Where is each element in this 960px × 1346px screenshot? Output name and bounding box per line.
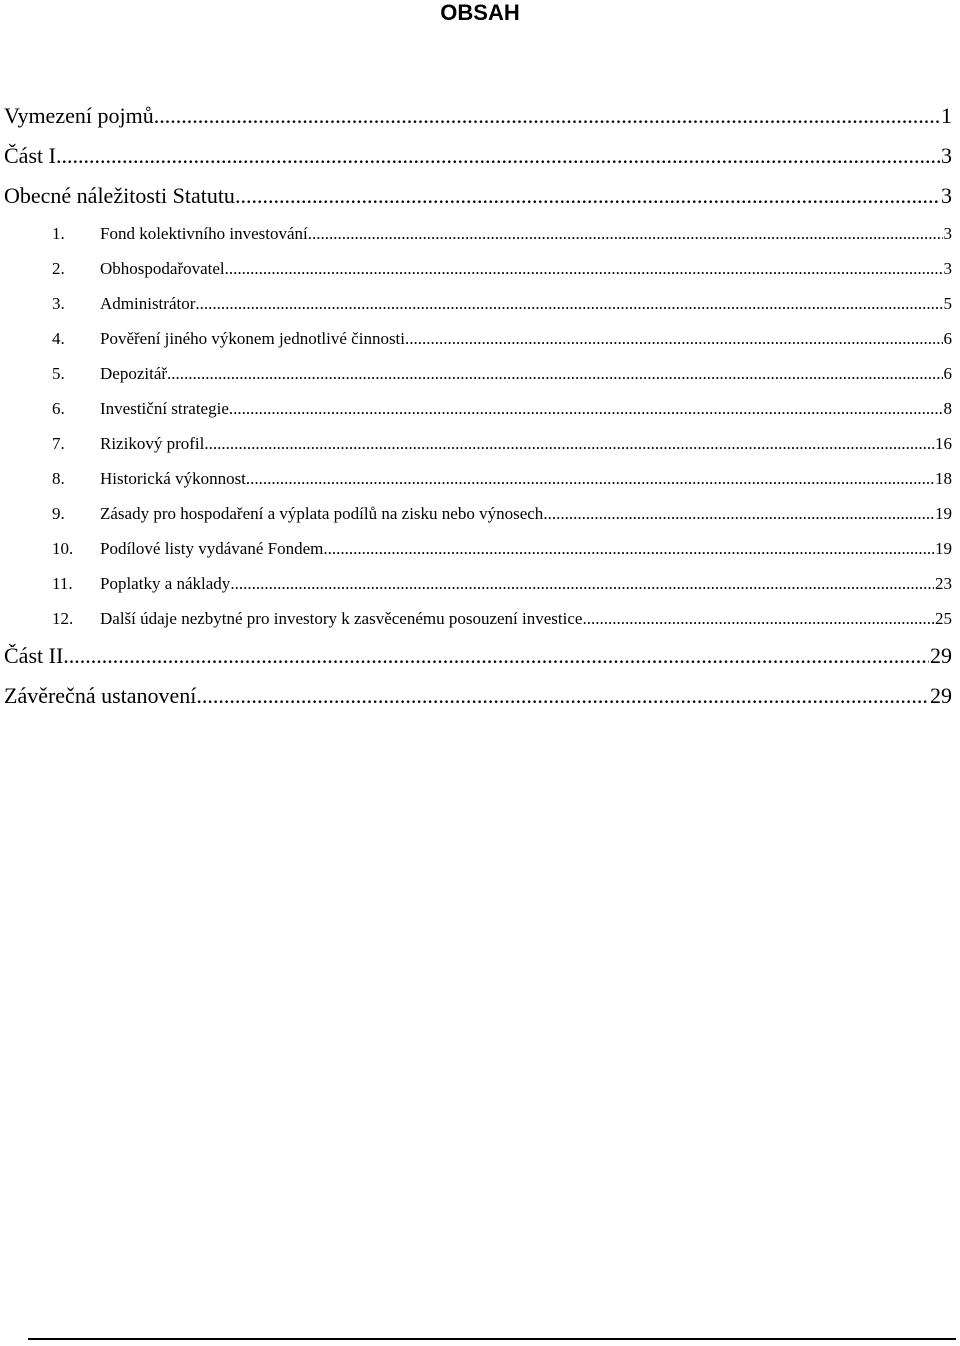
toc-entry-number: 9. bbox=[52, 504, 65, 523]
dot-leader bbox=[229, 391, 943, 426]
toc-entry-page: 19 bbox=[935, 539, 952, 558]
dot-leader bbox=[235, 176, 940, 216]
toc-entry-page: 5 bbox=[943, 294, 952, 313]
dot-leader bbox=[308, 216, 943, 251]
toc-entry-page: 19 bbox=[935, 504, 952, 523]
toc-entry-title: Rizikový profil bbox=[100, 434, 205, 453]
toc-entry-section-2[interactable] bbox=[4, 251, 952, 286]
toc-entry-section-6[interactable] bbox=[4, 391, 952, 426]
dot-leader bbox=[405, 321, 942, 356]
footer-divider bbox=[28, 1338, 956, 1340]
toc-entry-page: 18 bbox=[935, 469, 952, 488]
toc-entry-cast-2[interactable] bbox=[4, 636, 952, 676]
toc-entry-number: 4. bbox=[52, 329, 65, 348]
toc-entry-title: Poplatky a náklady bbox=[100, 574, 231, 593]
toc-entry-page: 3 bbox=[943, 259, 952, 278]
toc-entry-page: 6 bbox=[943, 329, 952, 348]
toc-entry-title: Část II. bbox=[4, 643, 69, 668]
toc-entry-number: 7. bbox=[52, 434, 65, 453]
toc-entry-title: Další údaje nezbytné pro investory k zasvěcenému posouzení investice bbox=[100, 609, 583, 628]
toc-entry-title: Fond kolektivního investování bbox=[100, 224, 308, 243]
toc-entry-section-4[interactable] bbox=[4, 321, 952, 356]
toc-entry-section-7[interactable] bbox=[4, 426, 952, 461]
toc-entry-zaverecna-ustanoveni[interactable] bbox=[4, 676, 952, 716]
toc-entry-section-8[interactable] bbox=[4, 461, 952, 496]
toc-entry-page: 3 bbox=[943, 224, 952, 243]
toc-entry-number: 2. bbox=[52, 259, 65, 278]
toc-entry-section-10[interactable] bbox=[4, 531, 952, 566]
toc-entry-title: Investiční strategie bbox=[100, 399, 229, 418]
dot-leader bbox=[204, 426, 934, 461]
dot-leader bbox=[167, 356, 942, 391]
toc-entry-title: Podílové listy vydávané Fondem bbox=[100, 539, 324, 558]
toc-entry-number: 8. bbox=[52, 469, 65, 488]
toc-entry-cast-1[interactable] bbox=[4, 136, 952, 176]
toc-entry-number: 12. bbox=[52, 609, 74, 628]
toc-entry-page: 29 bbox=[930, 683, 952, 708]
dot-leader bbox=[196, 676, 929, 716]
toc-entry-page: 23 bbox=[935, 574, 952, 593]
toc-entry-section-5[interactable] bbox=[4, 356, 952, 391]
toc-entry-page: 1 bbox=[941, 103, 952, 128]
toc-entry-page: 3 bbox=[941, 183, 952, 208]
dot-leader bbox=[230, 566, 934, 601]
toc-entry-title: Zásady pro hospodaření a výplata podílů na zisku nebo výnosech bbox=[100, 504, 544, 523]
toc-entry-section-1[interactable] bbox=[4, 216, 952, 251]
dot-leader bbox=[61, 136, 940, 176]
toc-entry-page: 29 bbox=[930, 643, 952, 668]
toc-entry-number: 11. bbox=[52, 574, 73, 593]
toc-entry-page: 6 bbox=[943, 364, 952, 383]
dot-leader bbox=[154, 96, 940, 136]
dot-leader bbox=[543, 496, 934, 531]
toc-entry-title: Depozitář bbox=[100, 364, 168, 383]
toc-entry-title: Obhospodařovatel bbox=[100, 259, 225, 278]
toc-entry-page: 3 bbox=[941, 143, 952, 168]
toc-entry-section-3[interactable] bbox=[4, 286, 952, 321]
toc-entry-title: Historická výkonnost bbox=[100, 469, 246, 488]
table-of-contents bbox=[4, 96, 952, 716]
toc-entry-number: 3. bbox=[52, 294, 65, 313]
toc-entry-title: Závěrečná ustanovení bbox=[4, 683, 197, 708]
dot-leader bbox=[69, 636, 929, 676]
toc-heading: OBSAH bbox=[440, 0, 520, 25]
toc-entry-title: Vymezení pojmů bbox=[4, 103, 154, 128]
toc-entry-section-12[interactable] bbox=[4, 601, 952, 636]
toc-entry-title: Část I. bbox=[4, 143, 62, 168]
dot-leader bbox=[323, 531, 934, 566]
toc-entry-number: 10. bbox=[52, 539, 74, 558]
dot-leader bbox=[195, 286, 942, 321]
toc-entry-section-11[interactable] bbox=[4, 566, 952, 601]
dot-leader bbox=[225, 251, 943, 286]
dot-leader bbox=[246, 461, 934, 496]
toc-entry-title: Administrátor bbox=[100, 294, 196, 313]
toc-entry-page: 8 bbox=[943, 399, 952, 418]
toc-entry-page: 16 bbox=[935, 434, 952, 453]
toc-entry-number: 6. bbox=[52, 399, 65, 418]
toc-entry-obecne-nalezitosti[interactable] bbox=[4, 176, 952, 216]
toc-entry-page: 25 bbox=[935, 609, 952, 628]
toc-entry-section-9[interactable] bbox=[4, 496, 952, 531]
dot-leader bbox=[582, 601, 934, 636]
toc-entry-title: Obecné náležitosti Statutu bbox=[4, 183, 235, 208]
toc-entry-number: 1. bbox=[52, 224, 65, 243]
toc-entry-title: Pověření jiného výkonem jednotlivé činnosti bbox=[100, 329, 406, 348]
toc-entry-vymezeni-pojmu[interactable] bbox=[4, 96, 952, 136]
toc-entry-number: 5. bbox=[52, 364, 65, 383]
